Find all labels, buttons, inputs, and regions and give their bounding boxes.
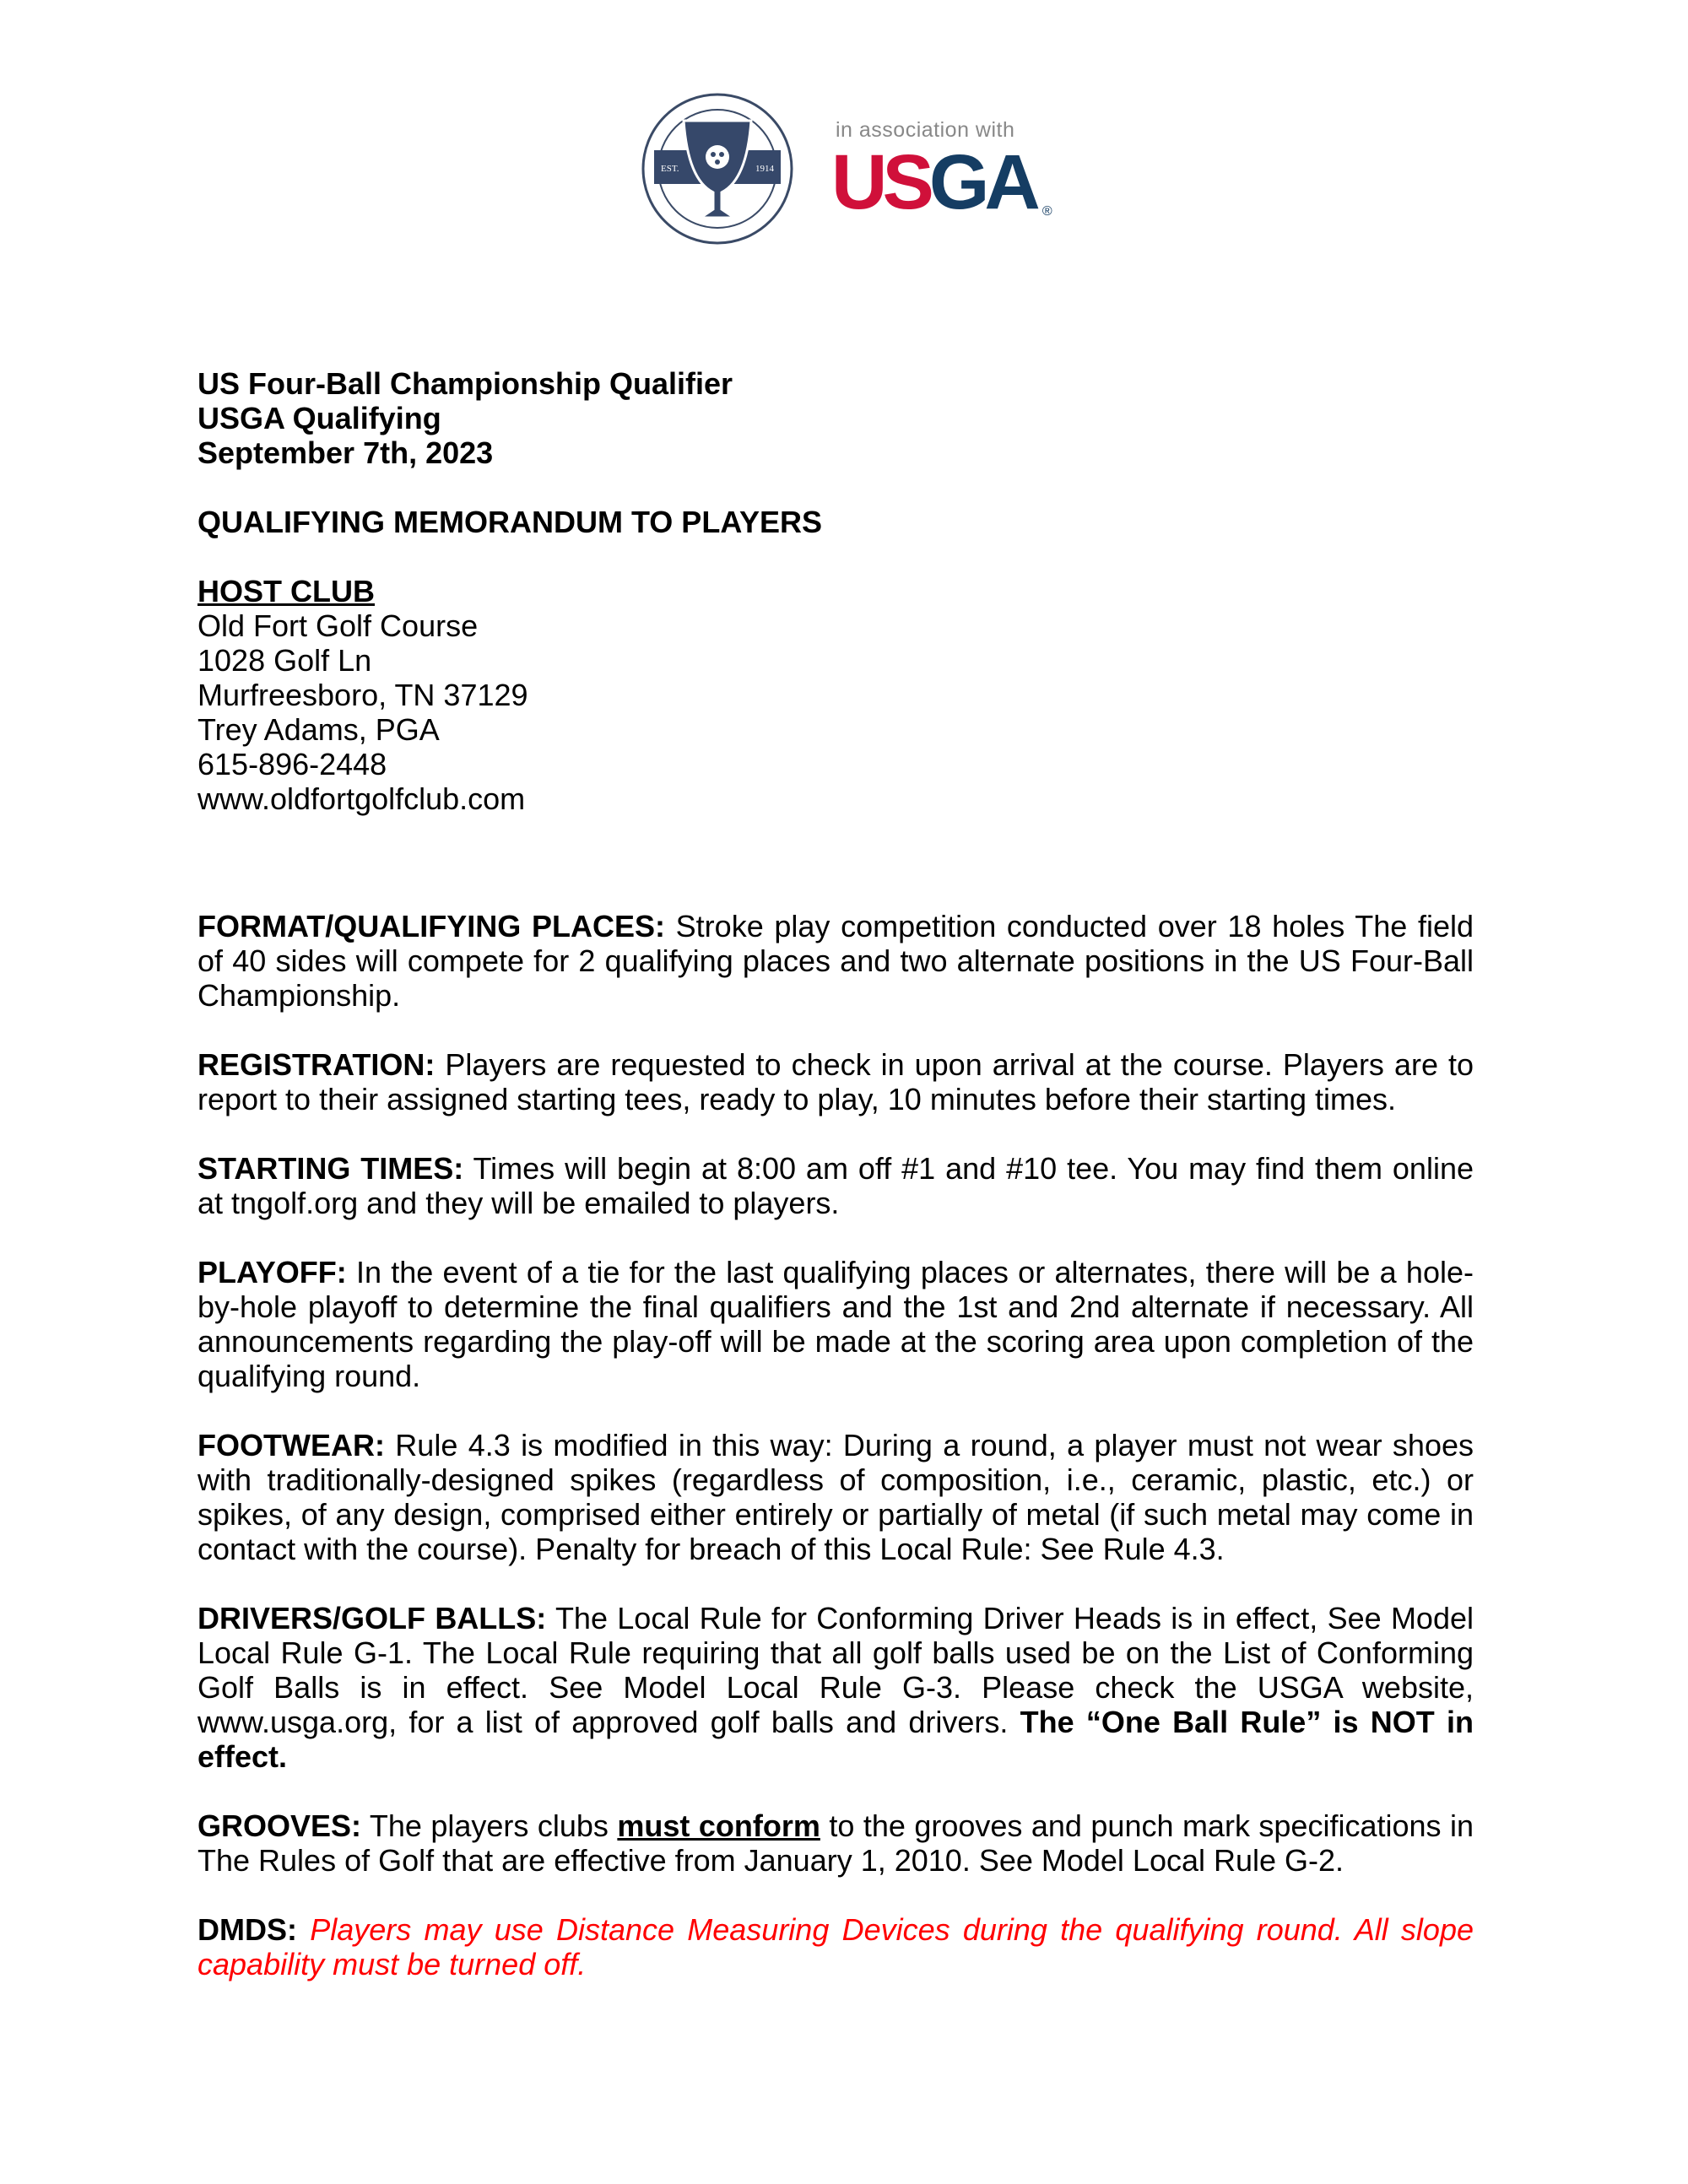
- grooves-label: GROOVES:: [197, 1808, 362, 1843]
- drivers-golf-balls-section: [197, 1601, 1474, 1774]
- in-association-with-text: in association with: [836, 118, 1015, 142]
- usga-logo: [831, 139, 1052, 225]
- format-text: Stroke play competition conducted over 18 holes The field of 40 sides will compete for 2 qualifying places and two alternate positions in the US Four-Ball Championship.: [197, 909, 1474, 1013]
- host-club-phone: 615-896-2448: [197, 747, 387, 781]
- svg-text:EST.: EST.: [661, 164, 679, 174]
- header-subtitle: USGA Qualifying: [197, 401, 441, 435]
- header-date: September 7th, 2023: [197, 435, 494, 470]
- host-club-website: www.oldfortgolfclub.com: [197, 781, 526, 816]
- format-label: FORMAT/QUALIFYING PLACES:: [197, 909, 665, 943]
- host-club-street: 1028 Golf Ln: [197, 643, 372, 678]
- dmds-label: DMDS:: [197, 1912, 297, 1947]
- registration-label: REGISTRATION:: [197, 1047, 436, 1082]
- usga-logo-ga: GA: [928, 139, 1036, 225]
- grooves-text-a: The players clubs: [361, 1808, 618, 1843]
- memo-title: QUALIFYING MEMORANDUM TO PLAYERS: [197, 505, 823, 539]
- grooves-text-b: to the grooves and punch mark specifications in The Rules of Golf that are effective from January 1, 2010. See Model Local Rule G-2.: [197, 1808, 1474, 1878]
- registered-mark: ®: [1041, 204, 1052, 219]
- host-club-heading: HOST CLUB: [197, 574, 375, 608]
- dmds-section: [197, 1912, 1474, 1981]
- playoff-section: [197, 1255, 1474, 1393]
- must-conform-emphasis: must conform: [617, 1808, 820, 1843]
- dmds-text: Players may use Distance Measuring Devices during the qualifying round. All slope capability must be turned off.: [197, 1912, 1474, 1981]
- starting-times-text: Times will begin at 8:00 am off #1 and #10 tee. You may find them online at tngolf.org and they will be emailed to players.: [197, 1151, 1474, 1220]
- playoff-text: In the event of a tie for the last qualifying places or alternates, there will be a hole-by-hole playoff to determine the final qualifiers and the 1st and 2nd alternate if necessary. All announcements regarding the play-off will be made at the scoring area upon completion of the qualifying round.: [197, 1255, 1474, 1393]
- footwear-label: FOOTWEAR:: [197, 1428, 385, 1462]
- header-title: US Four-Ball Championship Qualifier: [197, 366, 733, 401]
- footwear-section: [197, 1428, 1474, 1566]
- grooves-section: [197, 1808, 1474, 1878]
- format-section: [197, 909, 1474, 1013]
- starting-times-section: [197, 1151, 1474, 1220]
- one-ball-rule-note: The “One Ball Rule” is NOT in effect.: [197, 1705, 1474, 1774]
- host-club-contact: Trey Adams, PGA: [197, 712, 440, 747]
- drivers-label: DRIVERS/GOLF BALLS:: [197, 1601, 547, 1635]
- host-club-city: Murfreesboro, TN 37129: [197, 678, 528, 712]
- host-club-name: Old Fort Golf Course: [197, 608, 479, 643]
- playoff-label: PLAYOFF:: [197, 1255, 347, 1289]
- registration-text: Players are requested to check in upon arrival at the course. Players are to report to their assigned starting tees, ready to play, 10 minutes before their starting times.: [197, 1047, 1474, 1116]
- drivers-text: The Local Rule for Conforming Driver Heads is in effect, See Model Local Rule G-1. The Local Rule requiring that all golf balls used be on the List of Conforming Golf Balls is in effect. See Model Local Rule G-3. Please check the USGA website, www.usga.org, for a list of approved golf balls and drivers.: [197, 1601, 1474, 1739]
- footwear-text: Rule 4.3 is modified in this way: During a round, a player must not wear shoes with traditionally-designed spikes (regardless of composition, i.e., ceramic, plastic, etc.) or spikes, of any design, comprised either entirely or partially of metal (if such metal may come in contact with the course). Penalty for breach of this Local Rule: See Rule 4.3.: [197, 1428, 1474, 1566]
- starting-times-label: STARTING TIMES:: [197, 1151, 464, 1186]
- usga-logo-us: US: [831, 139, 929, 225]
- registration-section: [197, 1047, 1474, 1116]
- tennessee-golf-association-seal-logo: [637, 91, 798, 247]
- memorandum-body: [197, 366, 1474, 2016]
- svg-text:1914: 1914: [755, 164, 774, 174]
